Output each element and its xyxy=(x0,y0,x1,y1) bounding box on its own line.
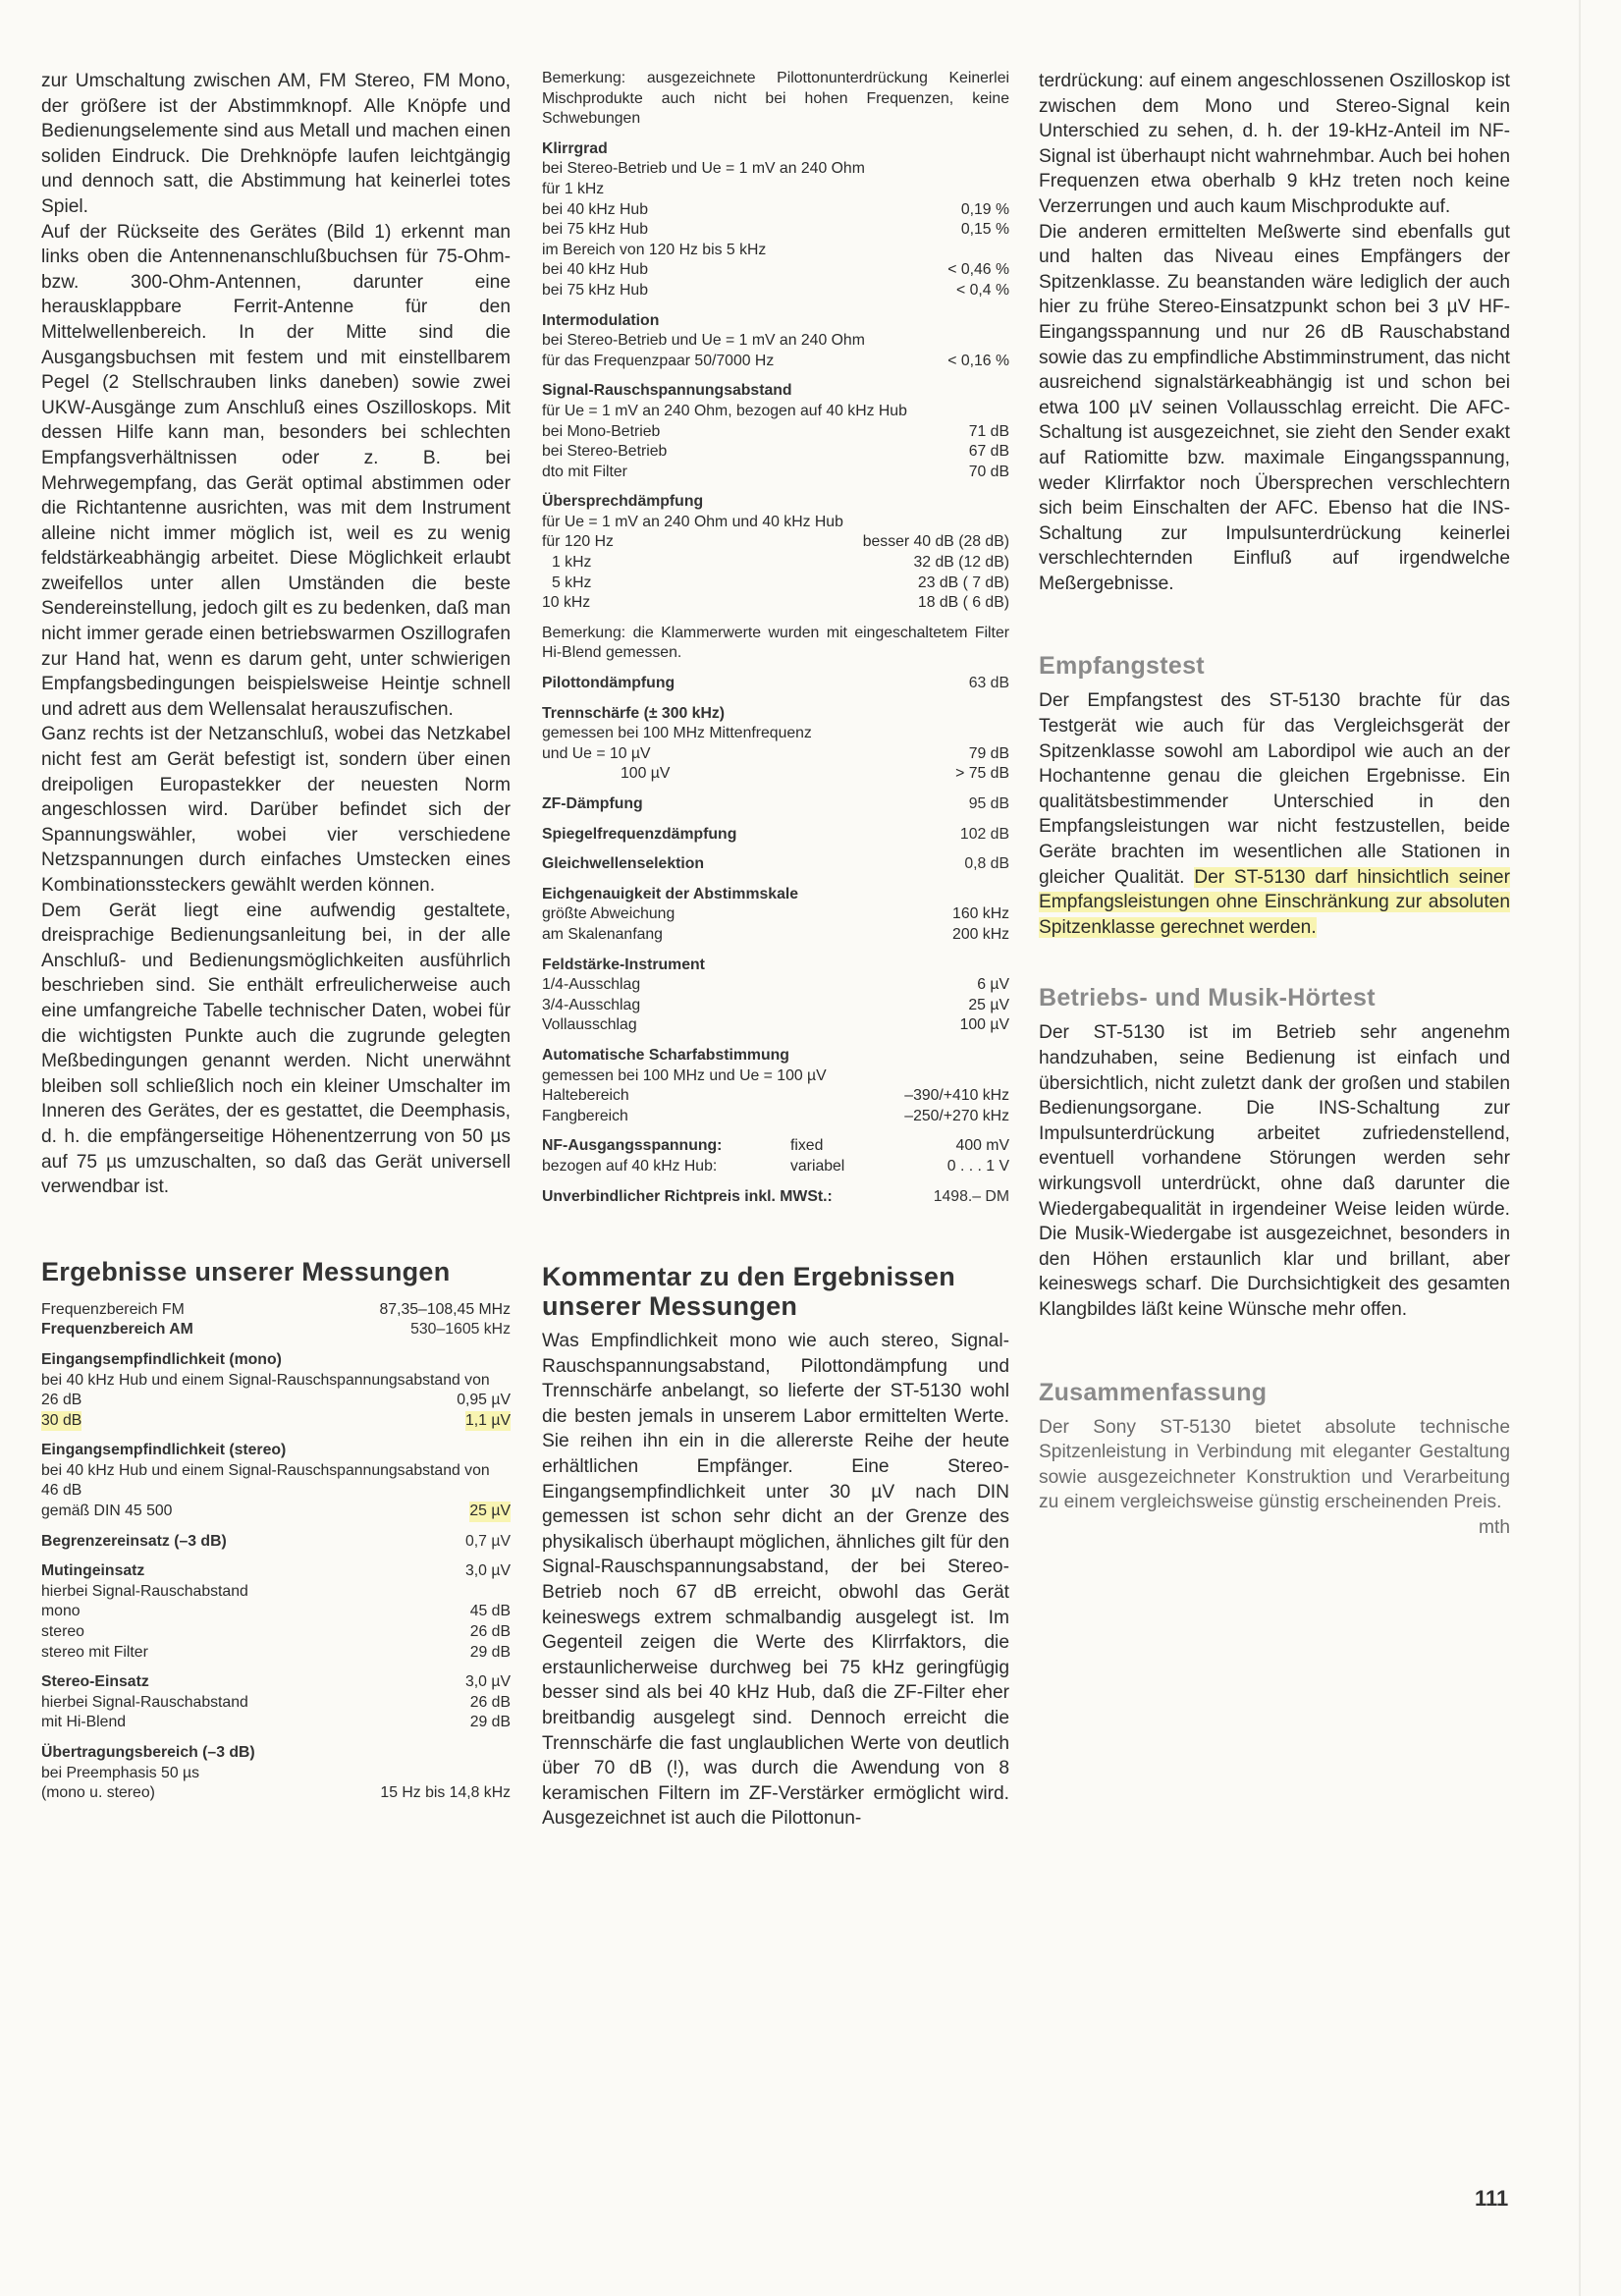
spec-desc: bei Stereo-Betrieb und Ue = 1 mV an 240 Ohm xyxy=(542,160,865,178)
table-row: und Ue = 10 µV 79 dB xyxy=(542,744,1009,762)
paragraph: terdrückung: auf einem angeschlossenen Oszilloskop ist zwischen dem Mono und Stereo-Signal kein Unterschied zu sehen, d. h. der 19-kHz-Anteil im NF-Signal ist überhaupt nicht wahrnehmbar. Auch bei hohen Frequenzen etwa oberhalb 9 kHz treten noch keine Verzerrungen und auch kaum Mischprodukte auf. xyxy=(1039,71,1511,217)
highlighted-conclusion: Der ST-5130 darf hinsichtlich seiner Empfangsleistungen ohne Einschränkung zur absoluten Spitzenklasse gerechnet werden. xyxy=(1039,866,1510,938)
spec-desc: bei Preemphasis 50 µs xyxy=(41,1764,200,1781)
table-row: gemäß DIN 45 500 25 µV xyxy=(41,1502,511,1522)
table-row: hierbei Signal-Rauschabstand 26 dB xyxy=(41,1693,511,1711)
table-row: Mutingeinsatz 3,0 µV xyxy=(41,1562,511,1580)
table-row: Begrenzereinsatz (–3 dB) 0,7 µV xyxy=(41,1532,511,1550)
paragraph: Auf der Rückseite des Gerätes (Bild 1) erkennt man links oben die Antennenanschlußbuchsen für 75-Ohm- bzw. 300-Ohm-Antennen, darunter eine herausklappbare Ferrit-Antenne für den Mittelwellenbereich. In der Mitte sind die Ausgangsbuchsen mit festem und mit einstellbarem Pegel (2 Stellschrauben links daneben) sowie zwei UKW-Ausgänge zum Anschluß eines Oszilloskops. Mit dessen Hilfe kann man, besonders bei schlechten Empfangsverhältnissen oder z. B. bei Mehrwegempfang, das Gerät optimal abstimmen oder die Richtantenne ausrichten, was mit dem Instrument alleine nicht immer möglich ist, weil es zu wenig feldstärkeabhängig arbeitet. Diese Möglichkeit erlaubt zweifellos unter allen Umständen die beste Sendereinstellung, jedoch gilt es zu bedenken, daß man nicht immer gerade einen betriebswarmen Oszillografen zur Hand hat, wenn es darum geht, unter schwierigen Empfangsbedingungen beispielsweise Heintje schnell und adrett aus dem Wellensalat herauszufischen. xyxy=(41,221,511,720)
table-row: Spiegelfrequenzdämpfung 102 dB xyxy=(542,825,1009,843)
table-row: bezogen auf 40 kHz Hub: variabel 0 . . . 1 V xyxy=(542,1157,1009,1175)
paragraph: Die anderen ermittelten Meßwerte sind ebenfalls gut und halten das Niveau eines Empfängers der Spitzenklasse. Zu beanstanden wäre lediglich der auch hier zu frühe Stereo-Einsatzpunkt schon bei 3 µV HF-Eingangsspannung und nur 26 dB Rauschabstand sowie das zu empfindliche Abstimminstrument, das nicht ausreichend signalstärkeabhängig ist und schon bei etwa 100 µV seinen Vollausschlag erreicht. Die AFC-Schaltung ist ausgezeichnet, sie zieht den Sender exakt auf Ratiomitte bzw. maximale Eingangsspannung, weder Klirrfaktor noch Übersprechen verschlechtern sich beim Einschalten der AFC. Ebenso hat die INS-Schaltung zur Impulsunterdrückung keinerlei verschlechternden Einfluß auf irgendwelche Meßergebnisse. xyxy=(1039,221,1510,594)
table-row: Pilottondämpfung 63 dB xyxy=(542,675,1009,692)
results-heading: Ergebnisse unserer Messungen xyxy=(41,1256,451,1286)
table-row: Unverbindlicher Richtpreis inkl. MWSt.: 1498.– DM xyxy=(542,1187,1009,1205)
spec-title: Klirrgrad xyxy=(542,139,608,157)
left-article-text xyxy=(41,69,511,1200)
scan-edge-line xyxy=(1579,0,1581,2296)
spec-title: Eingangsempfindlichkeit (mono) xyxy=(41,1350,282,1368)
table-row: mono 45 dB xyxy=(41,1603,511,1620)
spec-title: Übertragungsbereich (–3 dB) xyxy=(41,1744,255,1761)
table-row: 10 kHz 18 dB ( 6 dB) xyxy=(542,594,1009,612)
table-row: stereo mit Filter 29 dB xyxy=(41,1643,511,1661)
table-row: 30 dB 1,1 µV xyxy=(41,1411,511,1432)
operation-test-text: Der ST-5130 ist im Betrieb sehr angenehm handzuhaben, seine Bedienung ist einfach und übersichtlich, nicht zuletzt dank der großen und stabilen Bedienungsorgane. Die INS-Schaltung zur Impulsunterdrückung arbeitet zufriedenstellend, eventuell vorhandene Störungen werden sehr wirkungsvoll unterdrückt, ohne daß darunter die Wiedergabequalität in irgendeiner Weise leiden würde. Die Musik-Wiedergabe ist ausgezeichnet, besonders in den Höhen erstaunlich klar und brillant, aber keineswegs scharf. Die Durchsichtigkeit des gesamten Klangbildes läßt keine Wünsche mehr offen. xyxy=(1039,1022,1510,1320)
table-row: Vollausschlag 100 µV xyxy=(542,1016,1009,1034)
spec-title: Intermodulation xyxy=(542,311,660,329)
table-row: Frequenzbereich FM 87,35–108,45 MHz xyxy=(41,1300,511,1318)
reception-test-heading: Empfangstest xyxy=(1039,652,1205,681)
spec-desc: für Ue = 1 mV an 240 Ohm und 40 kHz Hub xyxy=(542,513,843,530)
results-table xyxy=(41,1300,511,1804)
summary-heading: Zusammenfassung xyxy=(1039,1378,1268,1406)
table-row: Haltebereich –390/+410 kHz xyxy=(542,1087,1009,1105)
summary-text: Der Sony ST-5130 bietet absolute technische Spitzenleistung in Verbindung mit eleganter Gestaltung sowie ausgezeichneter Konstruktion und Verarbeitung zu einem vergleichsweise günstig erscheinenden Preis. xyxy=(1039,1416,1510,1513)
comment-heading: Kommentar zu den Ergebnissen unserer Messungen xyxy=(542,1262,955,1322)
spec-desc: für 1 kHz xyxy=(542,180,605,197)
spec-desc: im Bereich von 120 Hz bis 5 kHz xyxy=(542,241,767,258)
spec-title: Übersprechdämpfung xyxy=(542,493,704,511)
measurement-table xyxy=(542,69,1009,1207)
spec-title: Eingangsempfindlichkeit (stereo) xyxy=(41,1442,287,1459)
table-row: für 120 Hz besser 40 dB (28 dB) xyxy=(542,533,1009,551)
remark: Bemerkung: ausgezeichnete Pilottonunterdrückung Keinerlei Mischprodukte auch nicht bei hohen Frequenzen, keine Schwebungen xyxy=(542,70,1009,128)
table-row: 100 µV > 75 dB xyxy=(621,765,1009,783)
table-row: NF-Ausgangsspannung: fixed 400 mV xyxy=(542,1137,1009,1155)
spec-title: Trennschärfe (± 300 kHz) xyxy=(542,704,726,722)
paragraph: Ganz rechts ist der Netzanschluß, wobei das Netzkabel nicht fest am Gerät befestigt ist, sondern über einen dreipoligen Europastekker der neuesten Norm angeschlossen wird. Darüber befindet sich der Spannungswähler, wobei vier verschiedene Netzspannungen durch einfaches Umstecken eines Kombinationssteckers gewählt werden können. xyxy=(41,724,511,896)
table-row: bei 40 kHz Hub < 0,46 % xyxy=(542,261,1009,279)
table-row: 1 kHz 32 dB (12 dB) xyxy=(552,554,1009,572)
operation-test-heading: Betriebs- und Musik-Hörtest xyxy=(1039,984,1376,1012)
spec-desc: hierbei Signal-Rauschabstand xyxy=(41,1582,248,1600)
table-row: Fangbereich –250/+270 kHz xyxy=(542,1107,1009,1124)
spec-desc: gemessen bei 100 MHz Mittenfrequenz xyxy=(542,725,812,742)
table-row: stereo 26 dB xyxy=(41,1623,511,1641)
spec-desc: bei Stereo-Betrieb und Ue = 1 mV an 240 Ohm xyxy=(542,332,865,350)
spec-desc: gemessen bei 100 MHz und Ue = 100 µV xyxy=(542,1066,827,1084)
table-row: bei Mono-Betrieb 71 dB xyxy=(542,422,1009,440)
right-article-text xyxy=(1039,69,1510,596)
spec-title: Signal-Rauschspannungsabstand xyxy=(542,382,792,400)
table-row: 1/4-Ausschlag 6 µV xyxy=(542,976,1009,994)
left-column xyxy=(41,69,511,1804)
author-initials: mth xyxy=(1479,1516,1510,1538)
remark: Bemerkung: die Klammerwerte wurden mit eingeschaltetem Filter Hi-Blend gemessen. xyxy=(542,624,1009,662)
comment-text: Was Empfindlichkeit mono wie auch stereo, Signal-Rauschspannungsabstand, Pilottondämpfung und Trennschärfe anbelangt, so lieferte der ST-5130 wohl die besten jemals in unserem Labor ermittelten Werte. Sie reihen ihn ein in die allererste Reihe der heute erhältlichen Empfänger. Eine Stereo-Eingangsempfindlichkeit unter 30 µV nach DIN gemessen ist schon sehr dicht an der Grenze des physikalisch überhaupt möglichen, ähnliches gilt für den Signal-Rauschspannungsabstand, der bei Stereo-Betrieb noch 67 dB erreicht, obwohl das Gerät keineswegs extrem schmalbandig ausgelegt ist. Im Gegenteil zeigen die Werte des Klirrfaktors, die erstaunlicherweise durchweg bei 75 kHz geringfügig besser sind als bei 40 kHz Hub, daß die ZF-Filter eher breitbandig ausgelegt sind. Dennoch erreicht die Trennschärfe die fast unglaublichen Werte von deutlich über 70 dB (!), was durch die Awendung von 8 keramischen Filtern im ZF-Verstärker ermöglicht wird. Ausgezeichnet ist auch die Pilottonun- xyxy=(542,1331,1009,1830)
table-row: Gleichwellenselektion 0,8 dB xyxy=(542,855,1009,873)
table-row: bei 75 kHz Hub 0,15 % xyxy=(542,221,1009,239)
table-row: 3/4-Ausschlag 25 µV xyxy=(542,996,1009,1013)
page-number: 111 xyxy=(1475,2186,1509,2211)
paragraph: Dem Gerät liegt eine aufwendig gestaltete, dreisprachige Bedienungsanleitung bei, in der alle Anschluß- und Bedienungsmöglichkeiten ausführlich beschrieben sind. Sie enthält erfreulicherweise auch eine umfangreiche Tabelle technischer Daten, wobei für die wichtigsten Punkte auch die zugrunde gelegten Meßbedingungen genannt werden. Nicht unerwähnt bleiben soll schließlich noch ein kleiner Umschalter im Inneren des Gerätes, der es gestattet, die Deemphasis, d. h. die empfängerseitige Höhenentzerrung von 50 µs auf 75 µs umzuschalten, so daß das Gerät universell verwendbar ist. xyxy=(41,900,511,1198)
spec-title: Feldstärke-Instrument xyxy=(542,956,705,973)
middle-column xyxy=(542,69,1009,1831)
table-row: Stereo-Einsatz 3,0 µV xyxy=(41,1673,511,1691)
table-row: bei 40 kHz Hub 0,19 % xyxy=(542,200,1009,218)
spec-title: Eichgenauigkeit der Abstimmskale xyxy=(542,885,799,902)
table-row: für das Frequenzpaar 50/7000 Hz < 0,16 % xyxy=(542,352,1009,369)
spec-desc: bei 40 kHz Hub und einem Signal-Rauschspannungsabstand von xyxy=(41,1371,490,1389)
table-row: ZF-Dämpfung 95 dB xyxy=(542,795,1009,812)
table-row: bei 75 kHz Hub < 0,4 % xyxy=(542,281,1009,299)
right-column xyxy=(1039,69,1510,1541)
spec-title: Automatische Scharfabstimmung xyxy=(542,1046,789,1064)
table-row: größte Abweichung 160 kHz xyxy=(542,905,1009,923)
reception-test-text: Der Empfangstest des ST-5130 brachte für das Testgerät wie auch für das Vergleichsgerät der Spitzenklasse sowohl am Labordipol wie auch an der Hochantenne genau die gleichen Ergebnisse. Ein qualitätsbestimmender Unterschied in den Empfangsleistungen war nicht festzustellen, beide Geräte brachten im wesentlichen alle Stationen in gleicher Qualität. Der ST-5130 darf hinsichtlich seiner Empfangsleistungen ohne Einschränkung zur absoluten Spitzenklasse gerechnet werden. xyxy=(1039,690,1510,938)
table-row: am Skalenanfang 200 kHz xyxy=(542,925,1009,943)
table-row: mit Hi-Blend 29 dB xyxy=(41,1714,511,1731)
table-row: Frequenzbereich AM 530–1605 kHz xyxy=(41,1321,511,1339)
table-row: 5 kHz 23 dB ( 7 dB) xyxy=(552,574,1009,591)
table-row: (mono u. stereo) 15 Hz bis 14,8 kHz xyxy=(41,1784,511,1802)
table-row: bei Stereo-Betrieb 67 dB xyxy=(542,443,1009,461)
table-row: dto mit Filter 70 dB xyxy=(542,463,1009,480)
spec-desc: für Ue = 1 mV an 240 Ohm, bezogen auf 40 kHz Hub xyxy=(542,402,907,419)
spec-desc: bei 40 kHz Hub und einem Signal-Rauschspannungsabstand von 46 dB xyxy=(41,1461,490,1500)
table-row: 26 dB 0,95 µV xyxy=(41,1392,511,1409)
paragraph: zur Umschaltung zwischen AM, FM Stereo, FM Mono, der größere ist der Abstimmknopf. Alle Knöpfe und Bedienungselemente sind aus Metall und machen einen soliden Eindruck. Die Drehknöpfe laufen leichtgängig und dennoch satt, die Abstimmung hat keinerlei totes Spiel. xyxy=(41,71,511,217)
